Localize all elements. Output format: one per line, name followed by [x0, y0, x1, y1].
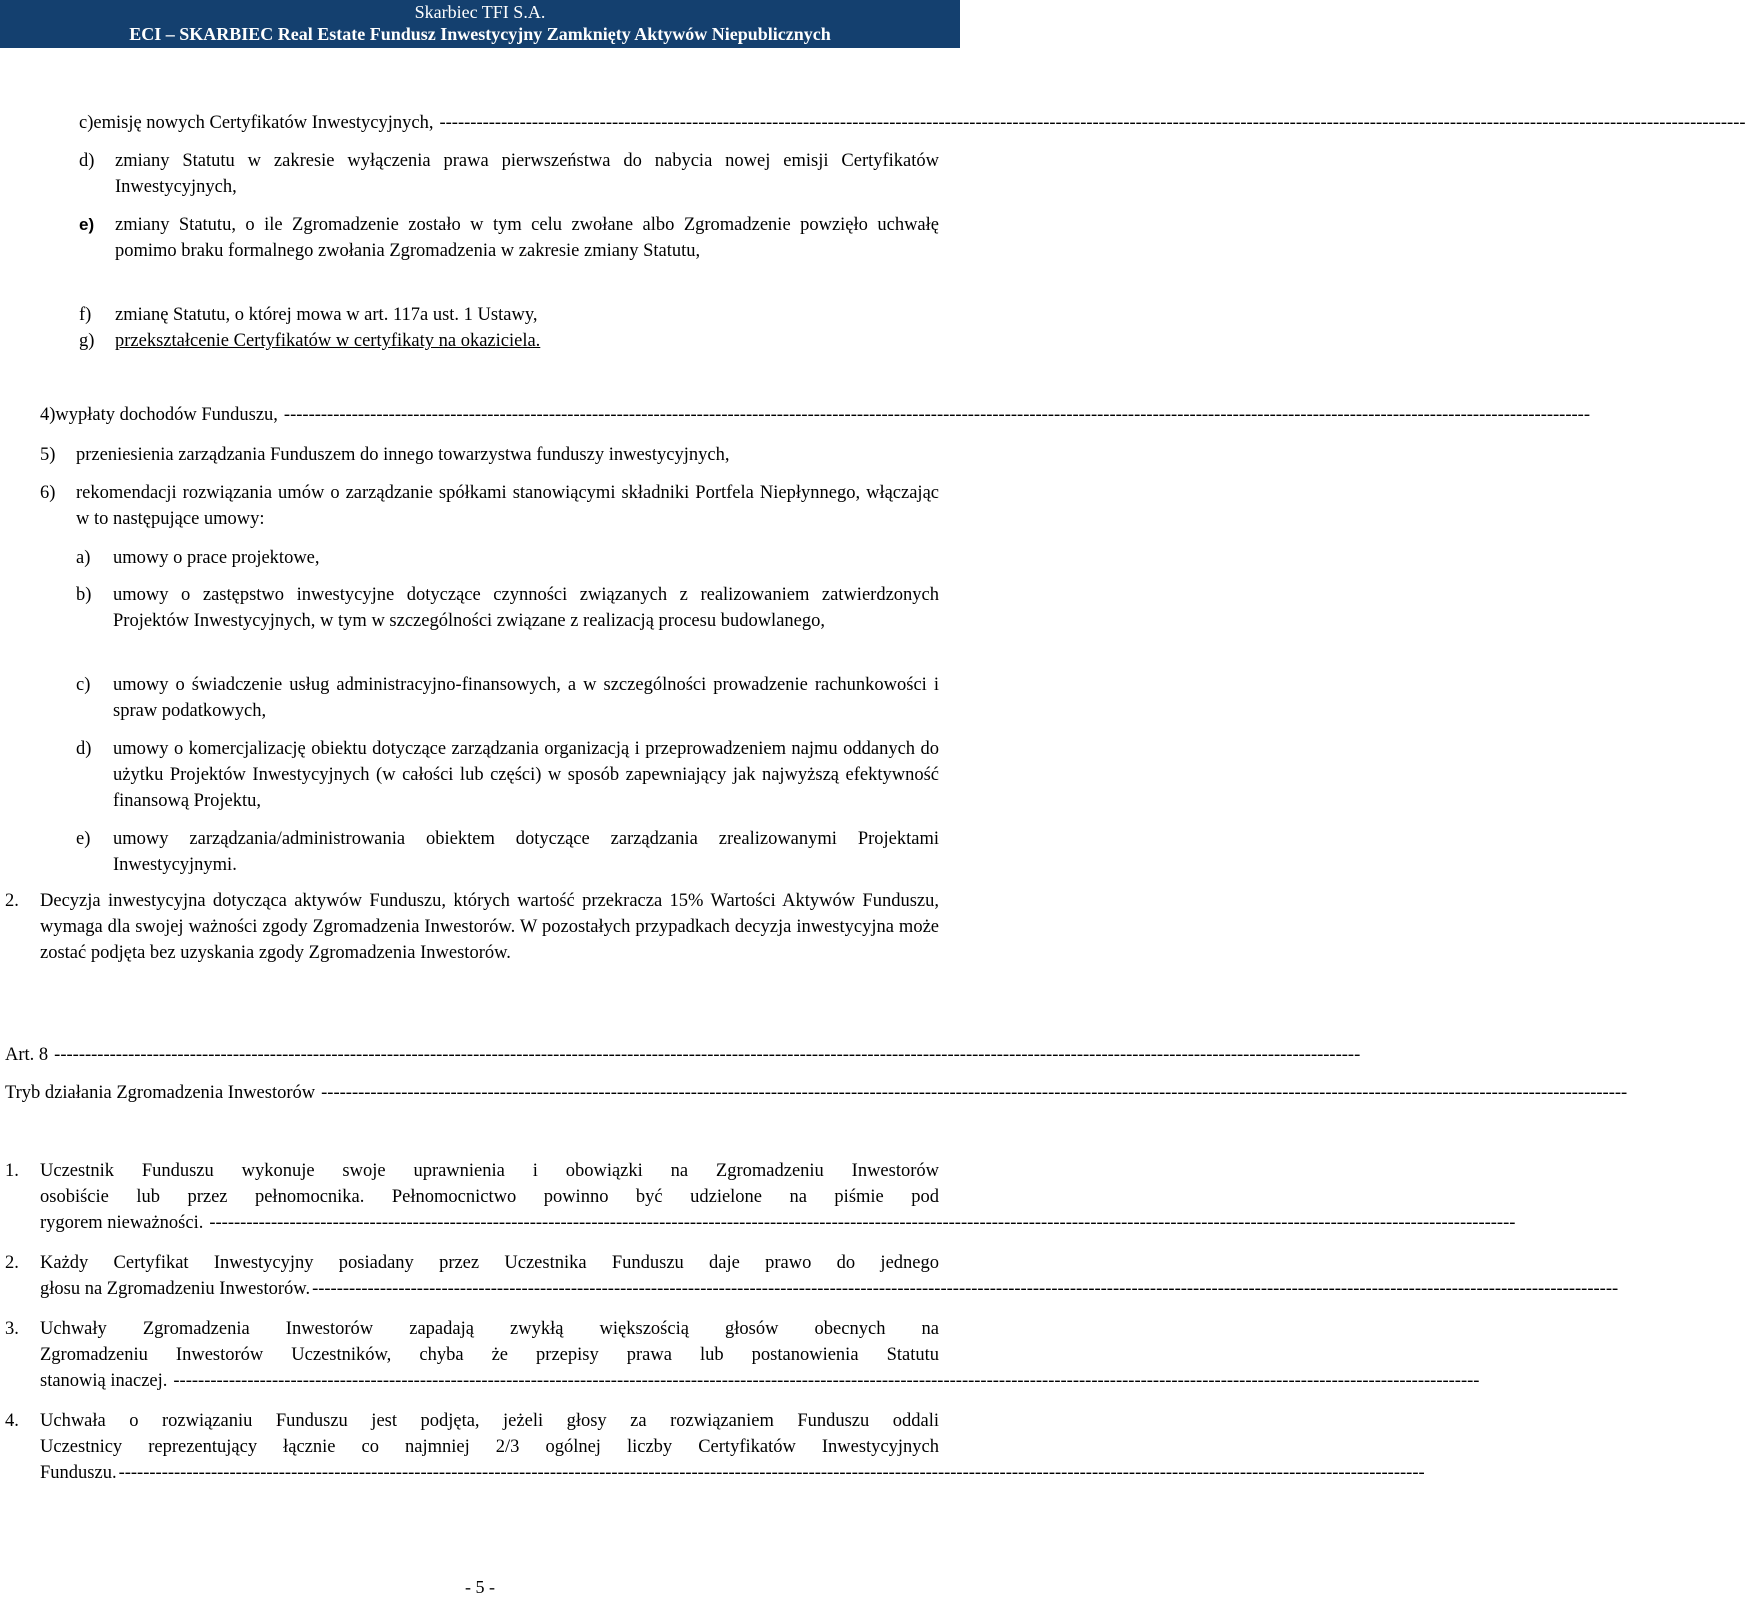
header-company: Skarbiec TFI S.A. — [414, 2, 546, 22]
list-label: c) — [79, 113, 94, 133]
article-point-1 — [5, 1158, 1516, 1238]
item-4 — [40, 402, 1590, 428]
point-line: głosu na Zgromadzeniu Inwestorów. — [40, 1279, 311, 1299]
dash-filler: -------------------------------------------------------------------------------------------------------------------------------------------------------------------------------------------------------------------- — [312, 1279, 1619, 1299]
sub-item-b — [76, 582, 939, 662]
point-label: 3. — [5, 1319, 19, 1339]
sub-item-e — [76, 826, 939, 880]
sub-text: umowy o świadczenie usług administracyjno-finansowych, a w szczególności prowadzenie rachunkowości i spraw podatkowych, — [113, 675, 939, 721]
point-label: 1. — [5, 1161, 19, 1181]
dash-filler: -------------------------------------------------------------------------------------------------------------------------------------------------------------------------------------------------------------------- — [118, 1463, 1425, 1483]
sub-item-d — [76, 736, 939, 816]
point-line: stanowią inaczej. — [40, 1371, 168, 1391]
header-fund-name: ECI – SKARBIEC Real Estate Fundusz Inwestycyjny Zamknięty Aktywów Niepublicznych — [129, 24, 831, 44]
point-line: Uchwały Zgromadzenia Inwestorów zapadają zwykłą większością głosów obecnych na — [40, 1319, 939, 1339]
list-item-e — [79, 212, 939, 292]
sub-label: e) — [76, 829, 91, 849]
point-line: rygorem nieważności. — [40, 1213, 204, 1233]
item-label: 5) — [40, 445, 56, 465]
dash-filler: -------------------------------------------------------------------------------------------------------------------------------------------------------------------------------------------------------------------- — [209, 1213, 1516, 1233]
point-2 — [5, 888, 939, 994]
point-line: Funduszu. — [40, 1463, 117, 1483]
article-number: Art. 8 — [5, 1045, 49, 1065]
item-label: 4) — [40, 405, 56, 425]
sub-text: umowy o komercjalizację obiektu dotyczące zarządzania organizacją i przeprowadzeniem najmu oddanych do użytku Projektów Inwestycyjnych (w całości lub części) w sposób zapewniający jak najwyższą efektywność finansową Projektu, — [113, 739, 939, 811]
item-5 — [40, 442, 939, 468]
item-text: przeniesienia zarządzania Funduszem do innego towarzystwa funduszy inwestycyjnych, — [76, 445, 730, 465]
point-line: Uchwała o rozwiązaniu Funduszu jest podjęta, jeżeli głosy za rozwiązaniem Funduszu oddali — [40, 1411, 939, 1431]
article-point-3 — [5, 1316, 1480, 1396]
article-point-2 — [5, 1250, 1619, 1304]
list-label: d) — [79, 151, 95, 171]
list-text: przekształcenie Certyfikatów w certyfikaty na okaziciela. — [115, 331, 541, 351]
list-text: zmianę Statutu, o której mowa w art. 117a ust. 1 Ustawy, — [115, 305, 538, 325]
sub-label: a) — [76, 548, 91, 568]
point-line: Uczestnik Funduszu wykonuje swoje uprawnienia i obowiązki na Zgromadzeniu Inwestorów — [40, 1161, 939, 1181]
dash-filler: -------------------------------------------------------------------------------------------------------------------------------------------------------------------------------------------------------------------- — [54, 1045, 1361, 1065]
sub-label: d) — [76, 739, 92, 759]
sub-text: umowy zarządzania/administrowania obiektem dotyczące zarządzania zrealizowanymi Projektami Inwestycyjnymi. — [113, 829, 939, 875]
sub-text: umowy o zastępstwo inwestycyjne dotyczące czynności związanych z realizowaniem zatwierdzonych Projektów Inwestycyjnych, w tym w szczególności związane z realizacją procesu budowlanego, — [113, 585, 939, 631]
point-line: Uczestnicy reprezentujący łącznie co najmniej 2/3 ogólnej liczby Certyfikatów Inwestycyjnych — [40, 1437, 939, 1457]
page-header — [0, 0, 960, 48]
list-item-g — [79, 328, 939, 354]
list-item-d — [79, 148, 939, 202]
dash-filler: -------------------------------------------------------------------------------------------------------------------------------------------------------------------------------------------------------------------- — [173, 1371, 1480, 1391]
point-text: Decyzja inwestycyjna dotycząca aktywów Funduszu, których wartość przekracza 15% Wartości Aktywów Funduszu, wymaga dla swojej ważności zgody Zgromadzenia Inwestorów. W pozostałych przypadkach decyzja inwestycyjna może zostać podjęta bez uzyskania zgody Zgromadzenia Inwestorów. — [40, 891, 939, 963]
article-heading: Tryb działania Zgromadzenia Inwestorów — [5, 1083, 316, 1103]
list-item-f — [79, 302, 939, 328]
item-label: 6) — [40, 483, 56, 503]
list-item-c — [79, 110, 1746, 136]
sub-item-c — [76, 672, 939, 726]
article-subtitle — [5, 1080, 1628, 1106]
point-label: 2. — [5, 1253, 19, 1273]
dash-filler: -------------------------------------------------------------------------------------------------------------------------------------------------------------------------------------------------------------------- — [283, 405, 1590, 425]
point-line: osobiście lub przez pełnomocnika. Pełnomocnictwo powinno być udzielone na piśmie pod — [40, 1187, 939, 1207]
sub-label: c) — [76, 675, 91, 695]
point-line: Zgromadzeniu Inwestorów Uczestników, chyba że przepisy prawa lub postanowienia Statutu — [40, 1345, 939, 1365]
page-number: - 5 - — [465, 1577, 495, 1597]
point-line: Każdy Certyfikat Inwestycyjny posiadany przez Uczestnika Funduszu daje prawo do jednego — [40, 1253, 939, 1273]
list-label: f) — [79, 305, 92, 325]
article-point-4 — [5, 1408, 1425, 1488]
item-text: wypłaty dochodów Funduszu, — [55, 405, 278, 425]
point-label: 4. — [5, 1411, 19, 1431]
point-label: 2. — [5, 891, 19, 911]
dash-filler: -------------------------------------------------------------------------------------------------------------------------------------------------------------------------------------------------------------------- — [321, 1083, 1628, 1103]
sub-text: umowy o prace projektowe, — [113, 548, 320, 568]
item-text: rekomendacji rozwiązania umów o zarządzanie spółkami stanowiącymi składniki Portfela Niepłynnego, włączając w to następujące umowy: — [76, 483, 939, 529]
list-text: zmiany Statutu w zakresie wyłączenia prawa pierwszeństwa do nabycia nowej emisji Certyfikatów Inwestycyjnych, — [115, 151, 939, 197]
list-text: emisję nowych Certyfikatów Inwestycyjnych, — [93, 113, 434, 133]
list-label: g) — [79, 331, 95, 351]
list-label: e) — [79, 215, 95, 234]
sub-item-a — [76, 545, 939, 571]
article-title — [5, 1042, 1361, 1068]
dash-filler: -------------------------------------------------------------------------------------------------------------------------------------------------------------------------------------------------------------------- — [439, 113, 1746, 133]
sub-label: b) — [76, 585, 92, 605]
list-text: zmiany Statutu, o ile Zgromadzenie zostało w tym celu zwołane albo Zgromadzenie powzięło uchwałę pomimo braku formalnego zwołania Zgromadzenia w zakresie zmiany Statutu, — [115, 215, 939, 261]
item-6 — [40, 480, 939, 534]
